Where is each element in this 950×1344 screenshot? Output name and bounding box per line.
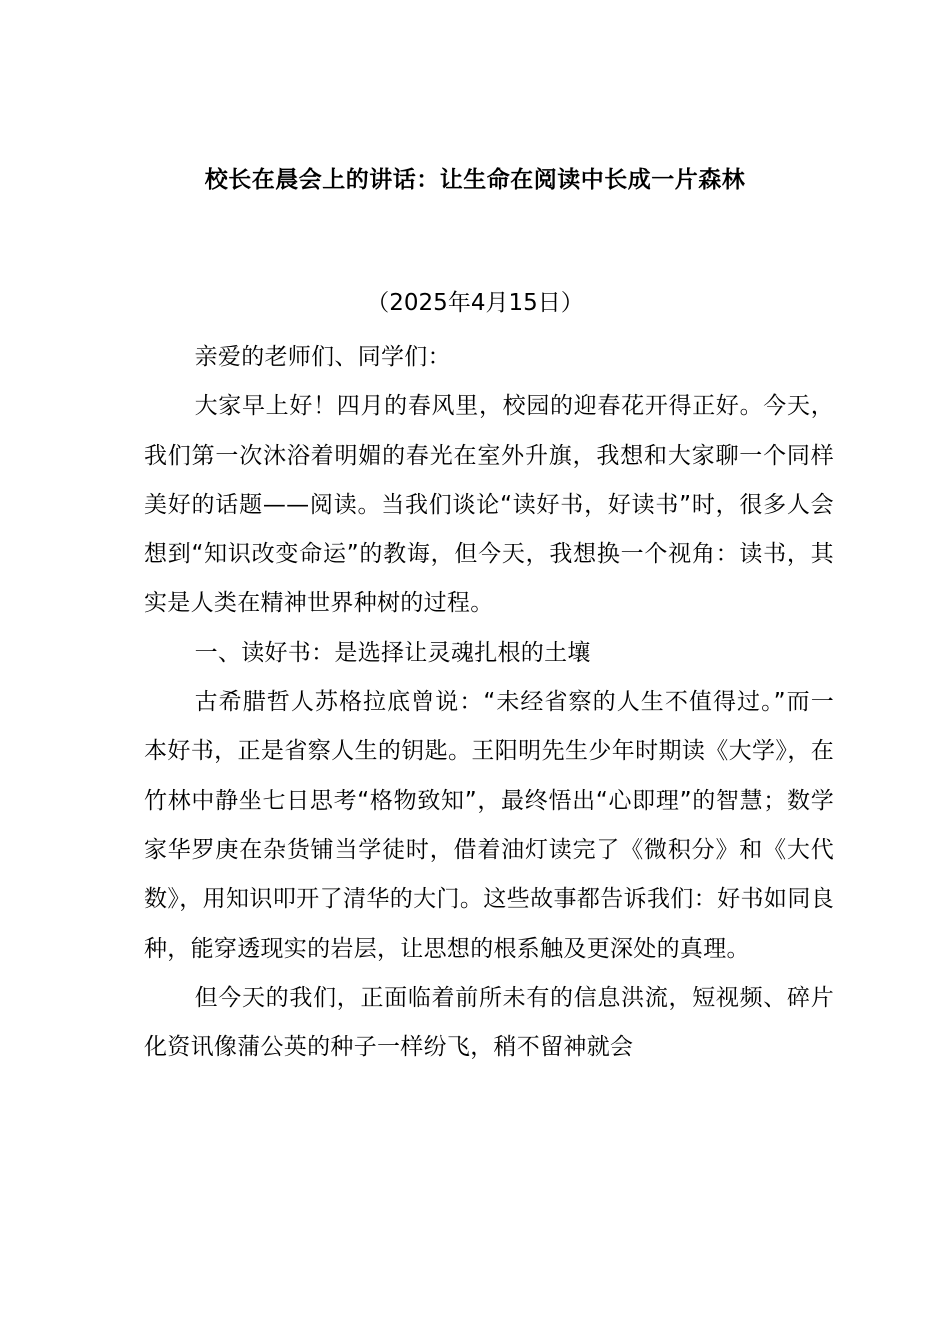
body-paragraph: 古希腊哲人苏格拉底曾说：“未经省察的人生不值得过。”而一本好书，正是省察人生的钥匙。王阳明先生少年时期读《大学》，在竹林中静坐七日思考“格物致知”，最终悟出“心即理”的智慧；数学家华罗庚在杂货铺当学徒时，借着油灯读完了《微积分》和《大代数》，用知识叩开了清华的大门。这些故事都告诉我们：好书如同良种，能穿透现实的岩层，让思想的根系触及更深处的真理。 (144, 689, 834, 962)
body-paragraph: 但今天的我们，正面临着前所未有的信息洪流，短视频、碎片化资讯像蒲公英的种子一样纷飞，稍不留神就会 (144, 984, 834, 1061)
speech-body (144, 333, 834, 1072)
opening-paragraph: 大家早上好！四月的春风里，校园的迎春花开得正好。今天，我们第一次沐浴着明媚的春光在室外升旗，我想和大家聊一个同样美好的话题——阅读。当我们谈论“读好书，好读书”时，很多人会想到“知识改变命运”的教诲，但今天，我想换一个视角：读书，其实是人类在精神世界种树的过程。 (144, 393, 834, 617)
speech-title: 校长在晨会上的讲话：让生命在阅读中长成一片森林 (204, 167, 746, 193)
speech-date: （2025年4月15日） (366, 290, 584, 316)
greeting-paragraph: 亲爱的老师们、同学们： (194, 344, 451, 370)
section-heading-1: 一、读好书：是选择让灵魂扎根的土壤 (194, 639, 591, 666)
